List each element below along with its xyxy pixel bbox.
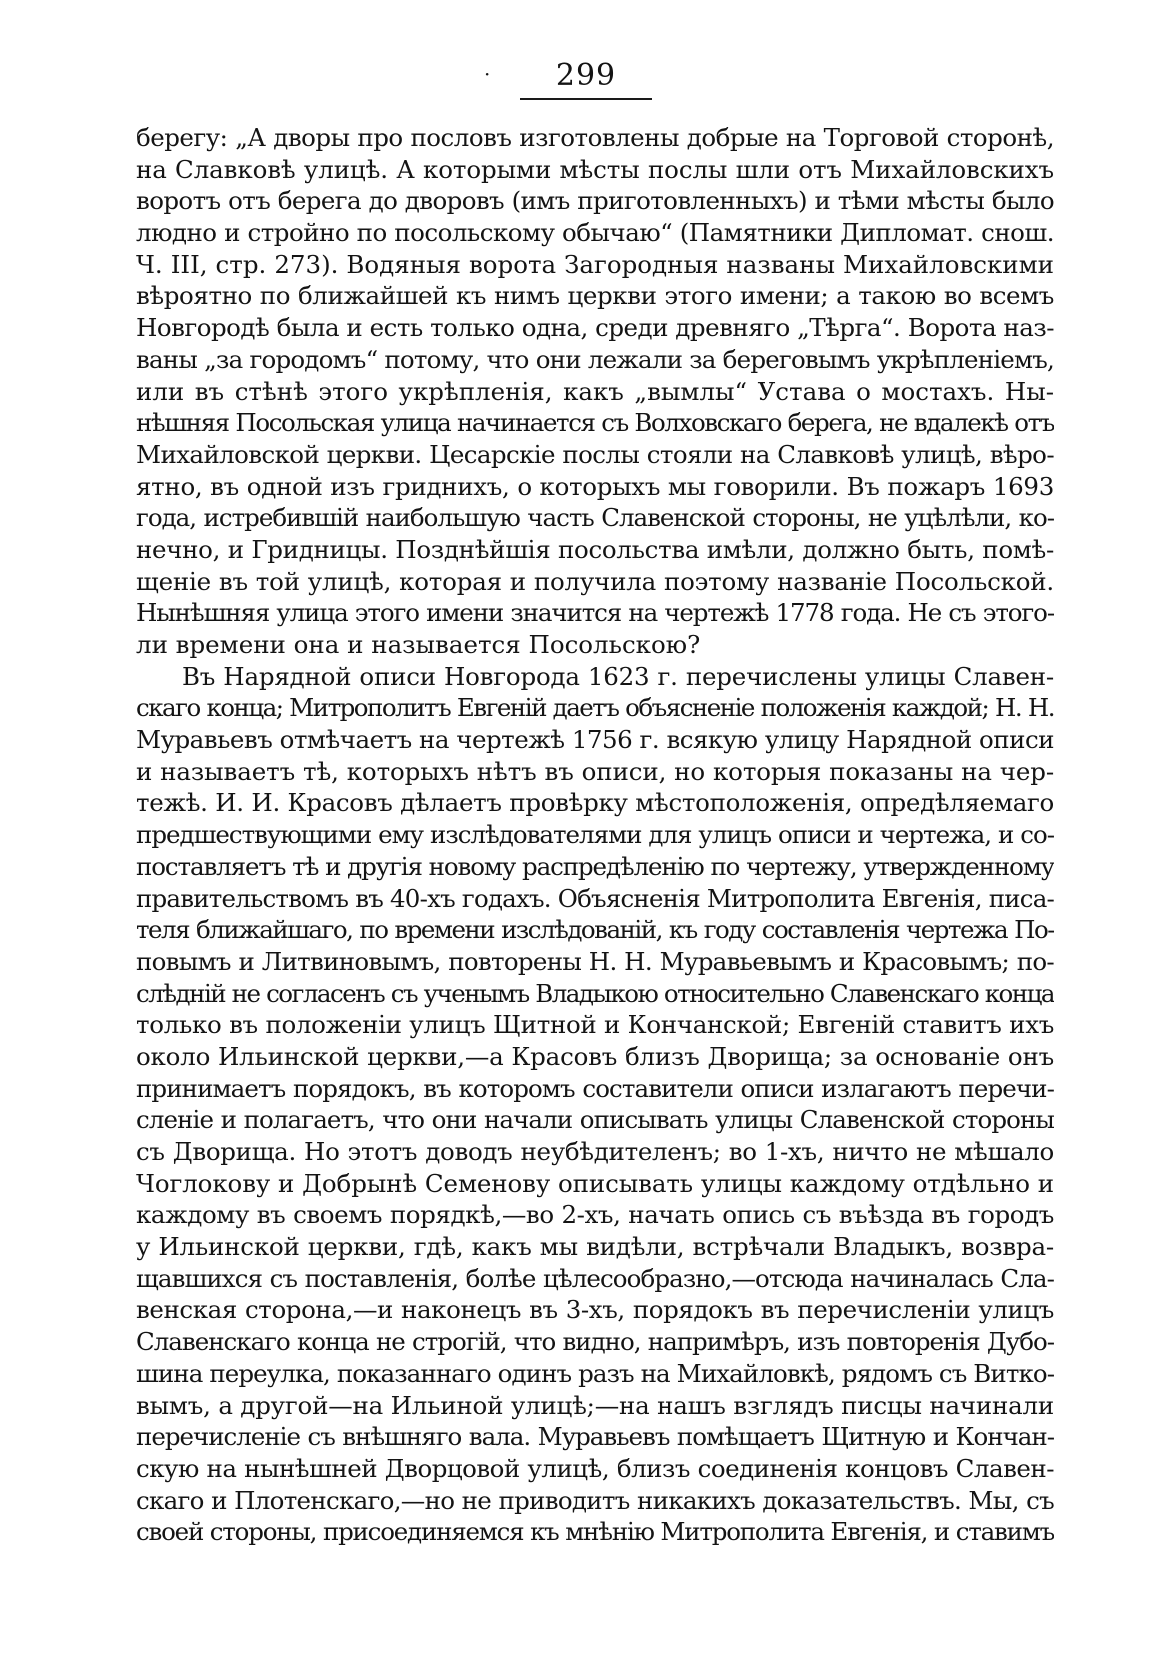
text-line: Новгородѣ была и есть только одна, среди древняго „Тѣрга“. Ворота наз- [136, 313, 1054, 343]
page-number: 299 [555, 58, 617, 93]
text-line: повымъ и Литвиновымъ, повторены Н. Н. Муравьевымъ и Красовымъ; по- [136, 946, 1054, 976]
body-text [136, 122, 1054, 1548]
text-line: своей стороны, присоединяемся къ мнѣнію Митрополита Евгенія, и ставимъ [136, 1517, 1054, 1547]
text-line: людно и стройно по посольскому обычаю“ (Памятники Дипломат. снош. [136, 218, 1054, 248]
text-line: скаго и Плотенскаго,—но не приводитъ никакихъ доказательствъ. Мы, съ [136, 1485, 1054, 1515]
text-line: слѣдній не согласенъ съ ученымъ Владыкою относительно Славенскаго конца [136, 978, 1054, 1008]
text-line: ваны „за городомъ“ потому, что они лежали за береговымъ укрѣпленіемъ, [136, 344, 1054, 374]
text-line: нечно, и Гридницы. Позднѣйшія посольства имѣли, должно быть, помѣ- [136, 534, 1054, 564]
text-line: Чоглокову и Добрынѣ Семенову описывать улицы каждому отдѣльно и [136, 1168, 1054, 1198]
text-line: скаго конца; Митрополитъ Евгеній даетъ объясненіе положенія каждой; Н. Н. [136, 693, 1054, 723]
text-line: тежѣ. И. И. Красовъ дѣлаетъ провѣрку мѣстоположенія, опредѣляемаго [136, 788, 1054, 818]
text-line: у Ильинской церкви, гдѣ, какъ мы видѣли, встрѣчали Владыкъ, возвра- [136, 1232, 1054, 1262]
text-line: перечисленіе съ внѣшняго вала. Муравьевъ помѣщаетъ Щитную и Кончан- [136, 1422, 1054, 1452]
text-line: шина переулка, показаннаго одинъ разъ на Михайловкѣ, рядомъ съ Витко- [136, 1358, 1054, 1388]
text-line: правительствомъ въ 40-хъ годахъ. Объясненія Митрополита Евгенія, писа- [136, 883, 1054, 913]
text-line: Михайловской церкви. Цесарскіе послы стояли на Славковѣ улицѣ, вѣро- [136, 439, 1054, 469]
paragraph-start-line: Въ Нарядной описи Новгорода 1623 г. перечислены улицы Славен- [182, 661, 1054, 691]
text-line: щавшихся съ поставленія, болѣе цѣлесообразно,—отсюда начиналась Сла- [136, 1263, 1054, 1293]
text-line: берегу: „А дворы про пословъ изготовлены добрые на Торговой сторонѣ, [136, 123, 1054, 152]
text-line: около Ильинской церкви,—а Красовъ близъ Дворища; за основаніе онъ [136, 1041, 1054, 1071]
text-line: или въ стѣнѣ этого укрѣпленія, какъ „вымлы“ Устава о мостахъ. Ны- [136, 376, 1054, 406]
text-line: предшествующими ему изслѣдователями для улицъ описи и чертежа, и со- [136, 820, 1054, 850]
text-line: венская сторона,—и наконецъ въ 3-хъ, порядокъ въ перечисленіи улицъ [136, 1295, 1054, 1325]
text-line: теля ближайшаго, по времени изслѣдованій, къ году составленія чертежа По- [136, 915, 1054, 945]
text-line: каждому въ своемъ порядкѣ,—во 2-хъ, начать опись съ въѣзда въ городъ [136, 1200, 1054, 1230]
text-line: вымъ, а другой—на Ильиной улицѣ;—на нашъ взглядъ писцы начинали [136, 1390, 1054, 1420]
paragraph-end-line: ли времени она и называется Посольскою? [136, 630, 701, 659]
text-line: щеніе въ той улицѣ, которая и получила поэтому названіе Посольской. [136, 566, 1054, 596]
text-line: года, истребившій наибольшую часть Славенской стороны, не уцѣлѣли, ко- [136, 503, 1054, 533]
text-line: на Славковѣ улицѣ. А которыми мѣсты послы шли отъ Михайловскихъ [136, 154, 1054, 184]
text-line: Муравьевъ отмѣчаетъ на чертежѣ 1756 г. всякую улицу Нарядной описи [136, 725, 1054, 755]
text-line: сленіе и полагаетъ, что они начали описывать улицы Славенской стороны [136, 1105, 1054, 1135]
text-line: только въ положеніи улицъ Щитной и Кончанской; Евгеній ставитъ ихъ [136, 1010, 1054, 1040]
text-line: нѣшняя Посольская улица начинается съ Волховскаго берега, не вдалекѣ отъ [136, 408, 1054, 438]
text-line: Ч. III, стр. 273). Водяныя ворота Загородныя названы Михайловскими [136, 249, 1054, 279]
text-line: Нынѣшняя улица этого имени значится на чертежѣ 1778 года. Не съ этого- [136, 598, 1054, 628]
text-line: скую на нынѣшней Дворцовой улицѣ, близъ соединенія концовъ Славен- [136, 1453, 1054, 1483]
text-line: поставляетъ тѣ и другія новому распредѣленію по чертежу, утвержденному [136, 851, 1054, 881]
text-line: ятно, въ одной изъ гриднихъ, о которыхъ мы говорили. Въ пожаръ 1693 [136, 471, 1054, 501]
text-line: принимаетъ порядокъ, въ которомъ составители описи излагаютъ перечи- [136, 1073, 1054, 1103]
text-line: воротъ отъ берега до дворовъ (имъ приготовленныхъ) и тѣми мѣсты было [136, 186, 1054, 216]
text-line: Славенскаго конца не строгій, что видно, напримѣръ, изъ повторенія Дубо- [136, 1327, 1054, 1357]
page-number-underline [520, 98, 652, 100]
header-mark: · [484, 62, 491, 86]
text-line: съ Дворища. Но этотъ доводъ неубѣдителенъ; во 1-хъ, ничто не мѣшало [136, 1137, 1054, 1166]
text-line: вѣроятно по ближайшей къ нимъ церкви этого имени; а такою во всемъ [136, 281, 1054, 311]
text-line: и называетъ тѣ, которыхъ нѣтъ въ описи, но которыя показаны на чер- [136, 756, 1054, 786]
